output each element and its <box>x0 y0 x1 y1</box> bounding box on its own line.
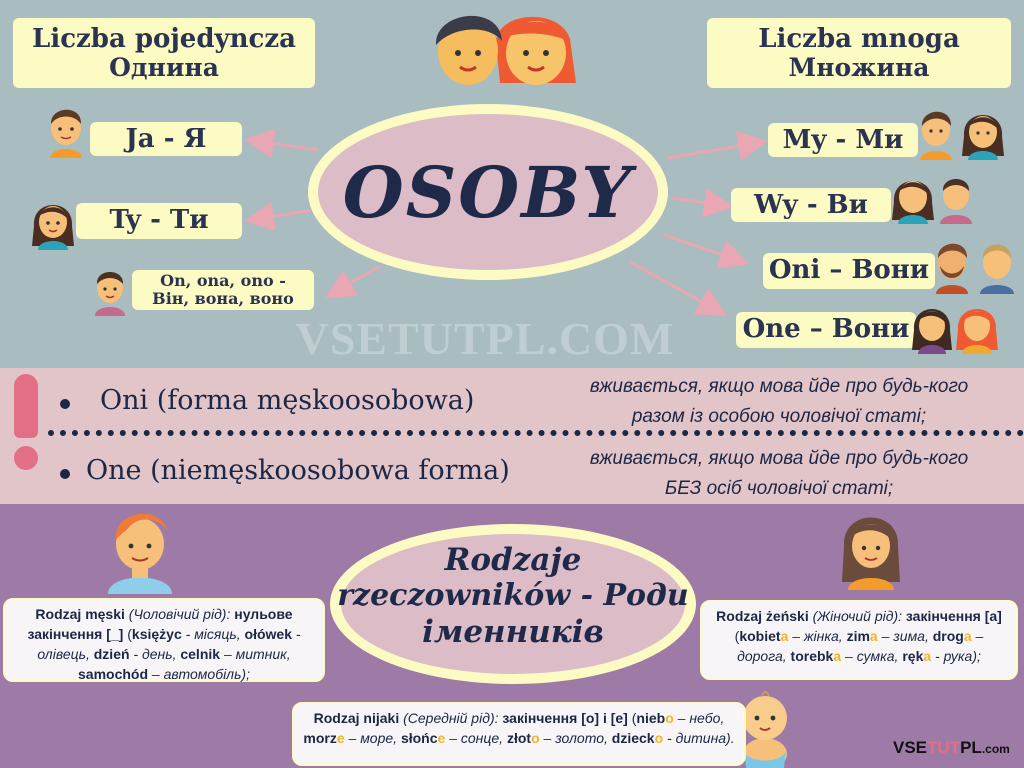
fem-name: Rodzaj żeński <box>716 608 809 624</box>
men-avatar-oni <box>932 236 1018 294</box>
arrow-wy <box>672 198 728 206</box>
pron-on-ona-ono <box>132 270 314 310</box>
pron-on-pl: On, ona, ono - <box>160 271 286 290</box>
logo-part-com: .com <box>981 742 1010 756</box>
genders-title-l1: Rodzaje <box>444 542 582 578</box>
osoby-title: OSOBY <box>342 150 634 234</box>
masc-ending: нульове закінчення [_] <box>27 606 293 642</box>
arrow-oni <box>664 235 744 262</box>
neut-ua: (Середній рід): <box>403 710 499 726</box>
one-form-title: One (niemęskoosobowa forma) <box>86 455 510 486</box>
feminine-box: Rodzaj żeński (Жіночий рід): закінчення [a] (kobieta – жінка, zima – зима, droga – дорога, torebka – сумка, ręka - рука); <box>700 600 1018 680</box>
logo-part-pl: PL <box>960 738 982 757</box>
neut-name: Rodzaj nijaki <box>313 710 400 726</box>
arrow-ty <box>250 210 314 220</box>
oni-note-line1: вживається, якщо мова йде про будь-кого <box>589 376 969 397</box>
fem-ex5-ua: - рука); <box>935 648 981 664</box>
masc-ex1-ua: - місяць, <box>185 626 241 642</box>
neut-ex3-ua: – сонце, <box>449 730 504 746</box>
watermark: VSETUTPL.COM <box>295 313 675 364</box>
masc-ua: (Чоловічий рід): <box>128 606 231 622</box>
fem-ex5-end: a <box>923 648 932 664</box>
fem-ex3: drog <box>932 628 964 644</box>
neut-ex5: dzieck <box>611 730 655 746</box>
neut-ending: закінчення [o] і [e] <box>502 710 628 726</box>
genders-title-l2: rzeczowników - Роди <box>337 578 689 613</box>
couple-avatar <box>420 3 580 87</box>
oni-note-line2: разом із особою чоловічої статі; <box>631 406 927 427</box>
pron-oni: Oni – Вони <box>763 253 935 289</box>
masc-name: Rodzaj męski <box>35 606 125 622</box>
neut-ex5-ua: - дитина). <box>667 730 735 746</box>
bullet-oni <box>60 399 70 409</box>
oni-form-note <box>548 372 1010 432</box>
boy-avatar-ja <box>44 102 88 158</box>
masc-ex5-ua: – автомобіль); <box>151 666 250 682</box>
couple-avatar-my <box>916 104 1008 160</box>
boy-avatar-masc <box>102 506 178 594</box>
pron-one: One – Вони <box>736 312 916 348</box>
masc-ex2-ua: - олівець, <box>37 626 301 662</box>
fem-ua: (Жіночий рід): <box>812 608 903 624</box>
neut-ex1-end: o <box>665 710 674 726</box>
masc-ex1: księżyc <box>131 626 182 642</box>
couple-avatar-wy <box>890 170 978 224</box>
osoby-ellipse <box>318 114 658 270</box>
neut-ex1-ua: – небо, <box>677 710 725 726</box>
masc-ex4: celnik <box>180 646 221 662</box>
site-logo <box>893 738 1010 758</box>
fem-ex2-ua: – зима, <box>881 628 929 644</box>
neut-ex1: nieb <box>636 710 666 726</box>
neut-ex4-ua: – золото, <box>543 730 608 746</box>
fem-ending: закінчення [a] <box>905 608 1002 624</box>
arrow-ja <box>250 140 318 150</box>
fem-ex3-end: a <box>963 628 972 644</box>
masc-ex2: ołówek <box>244 626 292 642</box>
pron-my: My - Ми <box>768 123 918 157</box>
plural-title-pl: Liczba mnoga <box>758 24 960 54</box>
neut-ex5-end: o <box>654 730 664 746</box>
exclamation-icon <box>8 374 44 474</box>
singular-title-pl: Liczba pojedyncza <box>32 24 296 54</box>
plural-title-ua: Множина <box>788 53 930 82</box>
pron-ty: Ty - Ти <box>76 203 242 239</box>
fem-ex1: kobiet <box>739 628 781 644</box>
neut-ex3: słońc <box>400 730 438 746</box>
neut-ex3-end: e <box>437 730 446 746</box>
arrow-on <box>330 266 380 295</box>
logo-part-vse: VSE <box>893 738 928 757</box>
neut-ex4-end: o <box>531 730 540 746</box>
fem-ex3-ua: – дорога, <box>737 628 984 664</box>
fem-ex5: ręk <box>902 648 924 664</box>
singular-header <box>13 18 315 88</box>
neut-ex4: złot <box>506 730 532 746</box>
fem-ex4-ua: – сумка, <box>845 648 899 664</box>
masc-ex3: dzień <box>93 646 130 662</box>
fem-ex4: torebk <box>790 648 834 664</box>
masc-ex5: samochód <box>78 666 149 682</box>
women-avatar-one <box>910 298 1000 354</box>
man-avatar-on <box>90 264 130 316</box>
masc-ex4-ua: – митник, <box>223 646 291 662</box>
one-note-line1: вживається, якщо мова йде про будь-кого <box>589 448 969 469</box>
one-note-line2: БЕЗ осіб чоловічої статі; <box>664 478 894 499</box>
fem-ex1-end: a <box>780 628 789 644</box>
singular-title-ua: Однина <box>109 53 219 82</box>
fem-ex1-ua: – жінка, <box>792 628 843 644</box>
bullet-one <box>60 469 70 479</box>
neut-ex2-ua: – море, <box>348 730 398 746</box>
arrow-one <box>630 262 722 313</box>
fem-ex2: zim <box>846 628 870 644</box>
genders-title <box>330 542 696 650</box>
oni-form-title: Oni (forma męskoosobowa) <box>100 385 475 416</box>
pron-on-ua: Він, вона, воно <box>152 289 294 308</box>
dotted-divider <box>48 430 1024 444</box>
one-form-note <box>548 444 1010 504</box>
girl-avatar-ty <box>30 194 76 250</box>
pron-wy: Wy - Ви <box>731 188 891 222</box>
arrow-my <box>668 142 762 158</box>
logo-part-tut: TUT <box>927 738 961 757</box>
neut-ex2: morz <box>303 730 337 746</box>
plural-header <box>707 18 1011 88</box>
masculine-box: Rodzaj męski (Чоловічий рід): нульове закінчення [_] (księżyc - місяць, ołówek - олівець, dzień - день, celnik – митник, samochód – автомобіль); <box>3 598 325 682</box>
fem-ex2-end: a <box>869 628 878 644</box>
genders-title-l3: іменників <box>422 614 604 650</box>
fem-ex4-end: a <box>833 648 842 664</box>
neut-ex2-end: e <box>336 730 345 746</box>
masc-ex3-ua: - день, <box>133 646 177 662</box>
girl-avatar-fem <box>840 508 902 590</box>
neuter-box: Rodzaj nijaki (Середній рід): закінчення [o] і [e] (niebo – небо, morze – море, słońce – сонце, złoto – золото, dziecko - дитина). <box>292 702 746 766</box>
pron-ja: Ja - Я <box>90 122 242 156</box>
